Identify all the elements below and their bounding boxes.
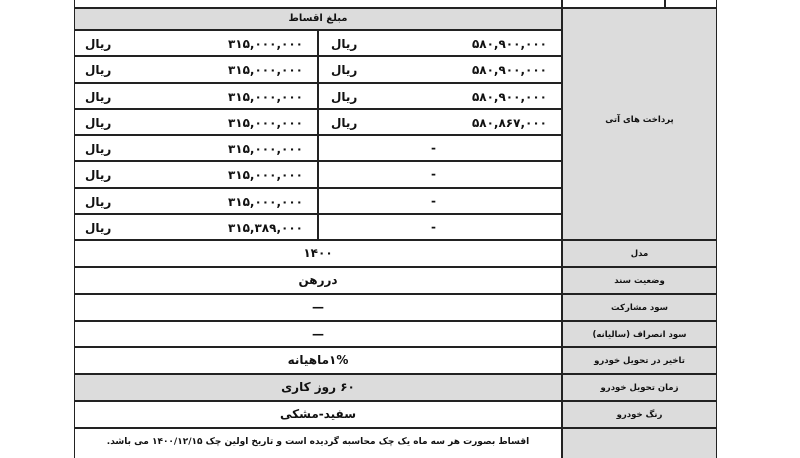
installment-cell-right bbox=[318, 161, 562, 187]
installment-amount-right: ۵۸۰,۸۶۷,۰۰۰ bbox=[471, 115, 547, 130]
installment-amount-right: ۵۸۰,۹۰۰,۰۰۰ bbox=[471, 37, 547, 51]
detail-value-cell bbox=[74, 347, 562, 374]
currency-label: ریال bbox=[331, 37, 358, 51]
detail-value-cell bbox=[74, 294, 562, 321]
detail-value: — bbox=[312, 326, 324, 341]
installment-cell-right bbox=[318, 83, 562, 109]
note-label-cell bbox=[562, 428, 717, 458]
detail-value-cell bbox=[74, 240, 562, 267]
detail-value-cell bbox=[74, 267, 562, 294]
detail-value: ۱%ماهیانه bbox=[287, 353, 349, 368]
empty-installment-dash: - bbox=[431, 219, 436, 234]
currency-label: ریال bbox=[85, 115, 112, 130]
currency-label: ریال bbox=[331, 115, 358, 130]
detail-label-cell bbox=[562, 240, 717, 267]
detail-label-cell bbox=[562, 401, 717, 428]
detail-label-cell bbox=[562, 267, 717, 294]
detail-value-cell bbox=[74, 321, 562, 348]
installment-cell-right bbox=[318, 135, 562, 161]
installment-cell-right bbox=[318, 30, 562, 56]
detail-label: زمان تحویل خودرو bbox=[600, 383, 679, 394]
detail-value: سفید-مشکی bbox=[279, 407, 356, 422]
installment-cell-right bbox=[318, 214, 562, 240]
currency-label: ریال bbox=[85, 142, 112, 156]
installment-amount-left: ۳۱۵,۰۰۰,۰۰۰ bbox=[227, 115, 303, 130]
detail-value: دررهن bbox=[298, 272, 338, 287]
top-row-mid-cell bbox=[562, 0, 665, 8]
installments-header: مبلغ اقساط bbox=[288, 13, 348, 24]
installment-amount-right: ۵۸۰,۹۰۰,۰۰۰ bbox=[471, 63, 547, 78]
empty-installment-dash: - bbox=[431, 193, 436, 208]
installment-cell-left bbox=[74, 83, 318, 109]
detail-value: ۶۰ روز کاری bbox=[281, 380, 355, 395]
installment-cell-left bbox=[74, 56, 318, 82]
detail-value-cell bbox=[74, 401, 562, 428]
installment-amount-left: ۳۱۵,۰۰۰,۰۰۰ bbox=[227, 168, 303, 183]
installment-cell-left bbox=[74, 161, 318, 187]
future-payments-label-cell bbox=[562, 8, 717, 240]
installment-cell-left bbox=[74, 188, 318, 214]
installment-amount-left: ۳۱۵,۰۰۰,۰۰۰ bbox=[227, 89, 303, 104]
installment-cell-left bbox=[74, 135, 318, 161]
currency-label: ریال bbox=[331, 89, 358, 104]
detail-label-cell bbox=[562, 294, 717, 321]
installment-cell-right bbox=[318, 109, 562, 135]
installment-amount-left: ۳۱۵,۰۰۰,۰۰۰ bbox=[227, 63, 303, 78]
currency-label: ریال bbox=[85, 89, 112, 104]
installment-amount-left: ۳۱۵,۰۰۰,۰۰۰ bbox=[227, 194, 303, 209]
empty-installment-dash: - bbox=[431, 141, 436, 155]
detail-value: — bbox=[312, 299, 324, 314]
installment-amount-left: ۳۱۵,۳۸۹,۰۰۰ bbox=[227, 220, 303, 235]
detail-label: مدل bbox=[630, 249, 649, 259]
detail-label: تاخیر در تحویل خودرو bbox=[594, 356, 685, 367]
currency-label: ریال bbox=[85, 63, 112, 78]
installment-cell-left bbox=[74, 30, 318, 56]
currency-label: ریال bbox=[85, 220, 112, 235]
empty-installment-dash: - bbox=[431, 167, 436, 182]
installment-amount-right: ۵۸۰,۹۰۰,۰۰۰ bbox=[471, 89, 547, 104]
top-row-left-cell bbox=[74, 0, 562, 8]
detail-label-cell bbox=[562, 347, 717, 374]
currency-label: ریال bbox=[331, 63, 358, 78]
note-cell bbox=[74, 428, 562, 458]
note-text: اقساط بصورت هر سه ماه یک چک محاسبه گردیده است و تاریخ اولین چک ۱۴۰۰/۱۲/۱۵ می باشد. bbox=[106, 437, 530, 447]
installment-amount-left: ۳۱۵,۰۰۰,۰۰۰ bbox=[227, 37, 303, 51]
detail-label-cell bbox=[562, 321, 717, 348]
installments-header-cell bbox=[74, 8, 562, 30]
installment-cell-left bbox=[74, 214, 318, 240]
installment-cell-right bbox=[318, 188, 562, 214]
future-payments-label: پرداخت های آتی bbox=[605, 115, 674, 125]
currency-label: ریال bbox=[85, 168, 112, 183]
installment-cell-left bbox=[74, 109, 318, 135]
detail-label: سود مشارکت bbox=[611, 302, 668, 313]
detail-label-cell bbox=[562, 374, 717, 401]
currency-label: ریال bbox=[85, 194, 112, 209]
detail-value: ۱۴۰۰ bbox=[303, 246, 333, 260]
detail-label: وضعیت سند bbox=[614, 275, 665, 286]
installment-table bbox=[74, 0, 717, 458]
installment-cell-right bbox=[318, 56, 562, 82]
detail-label: سود انصراف (سالیانه) bbox=[592, 329, 687, 340]
detail-value-cell bbox=[74, 374, 562, 401]
detail-label: رنگ خودرو bbox=[616, 410, 663, 421]
top-row-right-cell bbox=[665, 0, 717, 8]
installment-amount-left: ۳۱۵,۰۰۰,۰۰۰ bbox=[227, 142, 303, 156]
currency-label: ریال bbox=[85, 37, 112, 51]
